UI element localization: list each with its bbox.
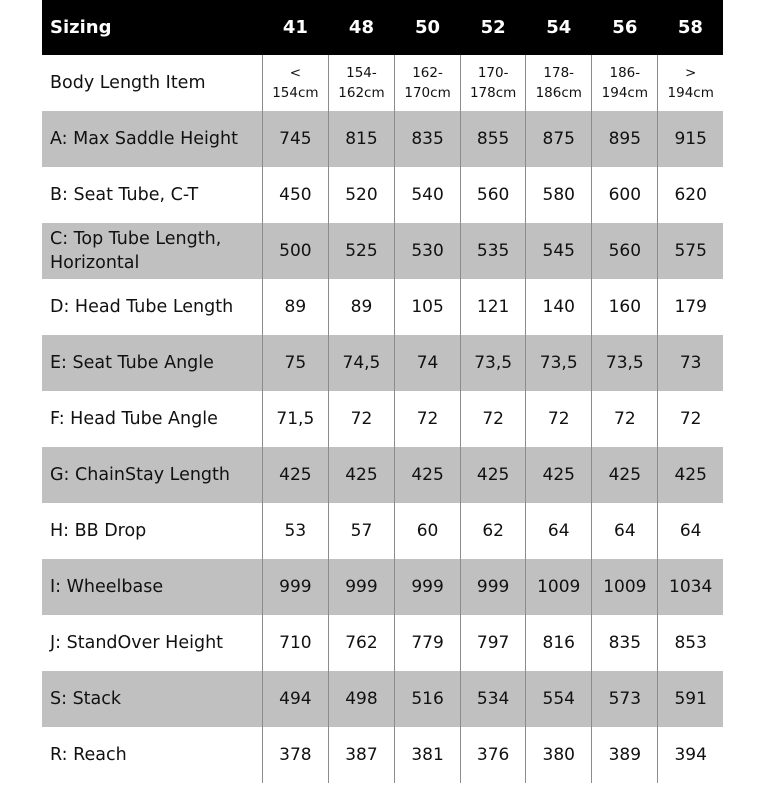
table-row [42, 391, 723, 447]
table-cell: 895 [592, 111, 658, 167]
table-cell: 815 [328, 111, 394, 167]
table-cell: 64 [526, 503, 592, 559]
table-cell: 389 [592, 727, 658, 783]
size-header-58: 58 [658, 0, 723, 55]
table-cell: 999 [395, 559, 461, 615]
table-cell: 535 [461, 223, 526, 279]
table-cell: 816 [526, 615, 592, 671]
table-cell: 875 [526, 111, 592, 167]
table-row [42, 111, 723, 167]
table-cell: 73 [658, 335, 723, 391]
table-header-row [42, 0, 723, 55]
table-cell: 545 [526, 223, 592, 279]
row-label: C: Top Tube Length, Horizontal [42, 223, 262, 279]
table-cell: 554 [526, 671, 592, 727]
row-label: F: Head Tube Angle [50, 409, 218, 429]
table-row [42, 223, 723, 279]
row-label: I: Wheelbase [42, 559, 262, 615]
table-cell: 853 [658, 615, 723, 671]
table-row [42, 447, 723, 503]
table-cell: 425 [395, 447, 461, 503]
table-cell: 154-162cm [328, 55, 394, 111]
size-header-54: 54 [526, 0, 592, 55]
table-cell: 575 [658, 223, 723, 279]
table-cell: 797 [461, 615, 526, 671]
body-length-row [42, 55, 723, 111]
table-cell: 540 [395, 167, 461, 223]
table-cell: 394 [658, 727, 723, 783]
table-cell: 710 [262, 615, 328, 671]
table-cell: 999 [262, 559, 328, 615]
row-label: J: StandOver Height [50, 633, 224, 653]
header-label: Sizing [42, 0, 262, 55]
table-cell: 73,5 [526, 335, 592, 391]
table-cell: 745 [262, 111, 328, 167]
table-cell: 160 [592, 279, 658, 335]
table-cell: 779 [395, 615, 461, 671]
table-cell: 915 [658, 111, 723, 167]
table-cell: 855 [461, 111, 526, 167]
table-row [42, 335, 723, 391]
table-cell: 494 [262, 671, 328, 727]
table-cell: 1009 [592, 559, 658, 615]
table-cell: 72 [461, 391, 526, 447]
geometry-table [42, 0, 723, 783]
size-header-56: 56 [592, 0, 658, 55]
table-cell: 170-178cm [461, 55, 526, 111]
table-cell: 425 [328, 447, 394, 503]
table-cell: 835 [592, 615, 658, 671]
table-cell: 387 [328, 727, 394, 783]
sizing-chart [42, 0, 723, 783]
table-cell: 530 [395, 223, 461, 279]
table-cell: 62 [461, 503, 526, 559]
table-cell: 573 [592, 671, 658, 727]
table-cell: 762 [328, 615, 394, 671]
table-cell: 1034 [658, 559, 723, 615]
table-cell: 380 [526, 727, 592, 783]
size-header-41: 41 [262, 0, 328, 55]
table-cell: 72 [328, 391, 394, 447]
row-label: R: Reach [50, 745, 127, 765]
table-cell: 74,5 [328, 335, 394, 391]
row-label: A: Max Saddle Height [42, 111, 262, 167]
table-row [42, 279, 723, 335]
table-cell: 378 [262, 727, 328, 783]
table-cell: 105 [395, 279, 461, 335]
table-cell: 450 [262, 167, 328, 223]
table-cell: 179 [658, 279, 723, 335]
table-cell: 89 [328, 279, 394, 335]
table-cell: 72 [592, 391, 658, 447]
table-cell: < 154cm [262, 55, 328, 111]
table-cell: 73,5 [461, 335, 526, 391]
table-cell: 178-186cm [526, 55, 592, 111]
row-label: Body Length Item [50, 73, 206, 93]
table-cell: 121 [461, 279, 526, 335]
table-cell: 1009 [526, 559, 592, 615]
table-cell: 620 [658, 167, 723, 223]
table-cell: 525 [328, 223, 394, 279]
size-header-50: 50 [395, 0, 461, 55]
row-label: E: Seat Tube Angle [42, 335, 262, 391]
row-label: S: Stack [42, 671, 262, 727]
table-cell: 835 [395, 111, 461, 167]
table-cell: 534 [461, 671, 526, 727]
table-cell: 425 [658, 447, 723, 503]
table-cell: 591 [658, 671, 723, 727]
table-cell: 425 [526, 447, 592, 503]
table-cell: 72 [395, 391, 461, 447]
table-cell: 425 [592, 447, 658, 503]
table-cell: 600 [592, 167, 658, 223]
table-cell: 74 [395, 335, 461, 391]
table-cell: 186-194cm [592, 55, 658, 111]
table-cell: 53 [262, 503, 328, 559]
table-cell: 73,5 [592, 335, 658, 391]
table-cell: 425 [461, 447, 526, 503]
table-cell: 60 [395, 503, 461, 559]
table-cell: 516 [395, 671, 461, 727]
table-cell: 57 [328, 503, 394, 559]
size-header-52: 52 [461, 0, 526, 55]
row-label: D: Head Tube Length [50, 297, 234, 317]
table-row [42, 559, 723, 615]
table-row [42, 615, 723, 671]
table-cell: 72 [658, 391, 723, 447]
row-label: H: BB Drop [50, 521, 147, 541]
table-row [42, 671, 723, 727]
table-cell: 64 [592, 503, 658, 559]
table-row [42, 167, 723, 223]
table-cell: 72 [526, 391, 592, 447]
table-row [42, 727, 723, 783]
table-cell: 140 [526, 279, 592, 335]
table-cell: > 194cm [658, 55, 723, 111]
table-cell: 425 [262, 447, 328, 503]
table-row [42, 503, 723, 559]
table-cell: 560 [592, 223, 658, 279]
table-cell: 500 [262, 223, 328, 279]
row-label: G: ChainStay Length [42, 447, 262, 503]
table-cell: 498 [328, 671, 394, 727]
row-label: B: Seat Tube, C-T [50, 185, 199, 205]
table-cell: 580 [526, 167, 592, 223]
table-cell: 381 [395, 727, 461, 783]
table-cell: 71,5 [262, 391, 328, 447]
table-cell: 520 [328, 167, 394, 223]
table-cell: 64 [658, 503, 723, 559]
table-cell: 162-170cm [395, 55, 461, 111]
table-cell: 75 [262, 335, 328, 391]
table-cell: 376 [461, 727, 526, 783]
table-cell: 999 [461, 559, 526, 615]
table-cell: 560 [461, 167, 526, 223]
table-cell: 999 [328, 559, 394, 615]
size-header-48: 48 [328, 0, 394, 55]
table-cell: 89 [262, 279, 328, 335]
